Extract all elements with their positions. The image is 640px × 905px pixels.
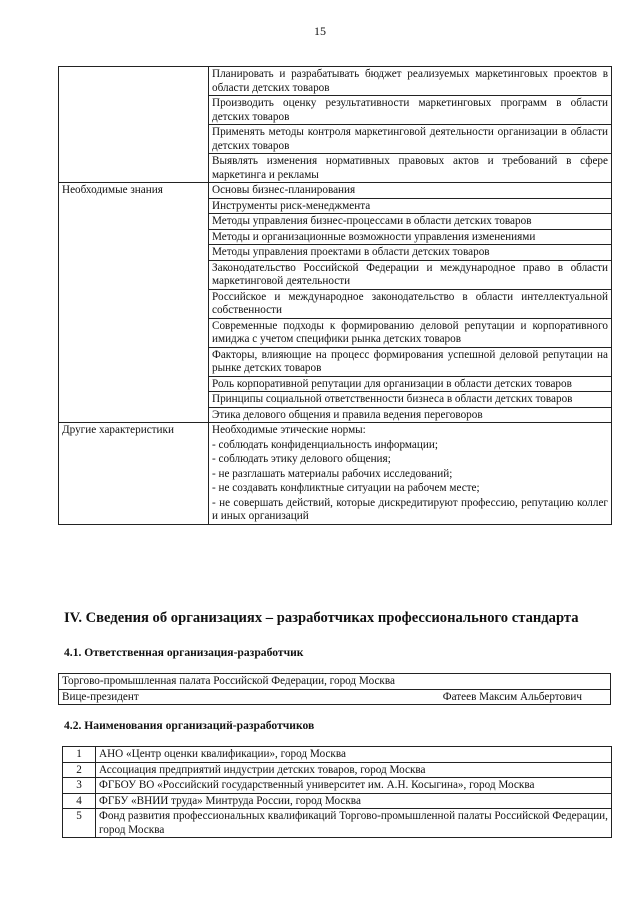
table-row <box>59 289 612 318</box>
empty-label-cell <box>59 467 209 482</box>
table-row <box>59 125 612 154</box>
table-row <box>59 423 612 438</box>
empty-label-cell <box>59 347 209 376</box>
table-row <box>59 245 612 261</box>
knowledge-cell: Принципы социальной ответственности бизнеса в области детских товаров <box>209 392 612 408</box>
table-row <box>59 496 612 525</box>
table-row <box>59 214 612 230</box>
knowledge-cell: Современные подходы к формированию деловой репутации и корпоративного имиджа с учетом специфики рынка детских товаров <box>209 318 612 347</box>
empty-label-cell <box>59 407 209 423</box>
developers-table <box>62 746 612 838</box>
other-cell: Необходимые этические нормы: <box>209 423 612 438</box>
empty-label-cell <box>59 154 209 183</box>
table-row <box>59 229 612 245</box>
empty-label-cell <box>59 125 209 154</box>
other-cell: - соблюдать этику делового общения; <box>209 452 612 467</box>
knowledge-label: Необходимые знания <box>59 183 209 199</box>
section-title: IV. Сведения об организациях – разработчиках профессионального стандарта <box>64 610 579 626</box>
table-row <box>59 392 612 408</box>
knowledge-cell: Законодательство Российской Федерации и международное право в области маркетинговой деятельности <box>209 260 612 289</box>
knowledge-cell: Методы и организационные возможности управления изменениями <box>209 229 612 245</box>
responsible-org-heading: 4.1. Ответственная организация-разработчик <box>64 646 304 659</box>
developer-name: Ассоциация предприятий индустрии детских товаров, город Москва <box>96 762 612 778</box>
table-row <box>63 747 612 763</box>
empty-label-cell <box>59 67 209 96</box>
empty-label-cell <box>59 214 209 230</box>
knowledge-cell: Методы управления бизнес-процессами в области детских товаров <box>209 214 612 230</box>
table-row <box>59 154 612 183</box>
table-row <box>59 183 612 199</box>
other-cell: - соблюдать конфиденциальность информации; <box>209 438 612 453</box>
table-row <box>59 376 612 392</box>
table-row <box>63 778 612 794</box>
empty-label-cell <box>59 452 209 467</box>
page-number: 15 <box>314 24 326 38</box>
table-row <box>59 481 612 496</box>
developer-name: ФГБОУ ВО «Российский государственный университет им. А.Н. Косыгина», город Москва <box>96 778 612 794</box>
table-row <box>59 198 612 214</box>
row-number: 2 <box>63 762 96 778</box>
empty-label-cell <box>59 289 209 318</box>
developer-name: ФГБУ «ВНИИ труда» Минтруда России, город Москва <box>96 793 612 809</box>
table-row <box>63 762 612 778</box>
table-row <box>59 347 612 376</box>
developer-name: Фонд развития профессиональных квалификаций Торгово-промышленной палаты Российской Федерации, город Москва <box>96 809 612 838</box>
empty-label-cell <box>59 438 209 453</box>
row-number: 1 <box>63 747 96 763</box>
skill-cell: Применять методы контроля маркетинговой деятельности организации в области детских товаров <box>209 125 612 154</box>
table-row <box>59 260 612 289</box>
empty-label-cell <box>59 392 209 408</box>
person-name: Фатеев Максим Альбертович <box>239 689 610 705</box>
row-number: 3 <box>63 778 96 794</box>
empty-label-cell <box>59 198 209 214</box>
knowledge-cell: Методы управления проектами в области детских товаров <box>209 245 612 261</box>
table-row <box>59 467 612 482</box>
position-title: Вице-президент <box>59 689 240 705</box>
empty-label-cell <box>59 260 209 289</box>
row-number: 5 <box>63 809 96 838</box>
table-row <box>59 452 612 467</box>
developers-heading: 4.2. Наименования организаций-разработчиков <box>64 719 315 732</box>
table-row <box>63 809 612 838</box>
responsible-org-table <box>58 673 611 705</box>
table-row <box>63 793 612 809</box>
organization-name: Торгово-промышленная палата Российской Федерации, город Москва <box>59 674 611 690</box>
developer-name: АНО «Центр оценки квалификации», город Москва <box>96 747 612 763</box>
table-row <box>59 674 611 690</box>
table-row <box>59 67 612 96</box>
knowledge-cell: Основы бизнес-планирования <box>209 183 612 199</box>
knowledge-cell: Роль корпоративной репутации для организации в области детских товаров <box>209 376 612 392</box>
other-cell: - не разглашать материалы рабочих исследований; <box>209 467 612 482</box>
table-row <box>59 438 612 453</box>
row-number: 4 <box>63 793 96 809</box>
table-row <box>59 407 612 423</box>
skill-cell: Производить оценку результативности маркетинговых программ в области детских товаров <box>209 96 612 125</box>
skill-cell: Выявлять изменения нормативных правовых актов и требований в сфере маркетинга и рекламы <box>209 154 612 183</box>
skill-cell: Планировать и разрабатывать бюджет реализуемых маркетинговых проектов в области детских товаров <box>209 67 612 96</box>
other-label: Другие характеристики <box>59 423 209 438</box>
table-row <box>59 318 612 347</box>
knowledge-cell: Российское и международное законодательство в области интеллектуальной собственности <box>209 289 612 318</box>
other-cell: - не совершать действий, которые дискредитируют профессию, репутацию коллег и иных организаций <box>209 496 612 525</box>
knowledge-cell: Инструменты риск-менеджмента <box>209 198 612 214</box>
competency-table <box>58 66 612 525</box>
empty-label-cell <box>59 318 209 347</box>
empty-label-cell <box>59 96 209 125</box>
empty-label-cell <box>59 245 209 261</box>
empty-label-cell <box>59 229 209 245</box>
table-row <box>59 689 611 705</box>
empty-label-cell <box>59 496 209 525</box>
empty-label-cell <box>59 481 209 496</box>
table-row <box>59 96 612 125</box>
other-cell: - не создавать конфликтные ситуации на рабочем месте; <box>209 481 612 496</box>
knowledge-cell: Факторы, влияющие на процесс формирования успешной деловой репутации на рынке детских товаров <box>209 347 612 376</box>
empty-label-cell <box>59 376 209 392</box>
knowledge-cell: Этика делового общения и правила ведения переговоров <box>209 407 612 423</box>
